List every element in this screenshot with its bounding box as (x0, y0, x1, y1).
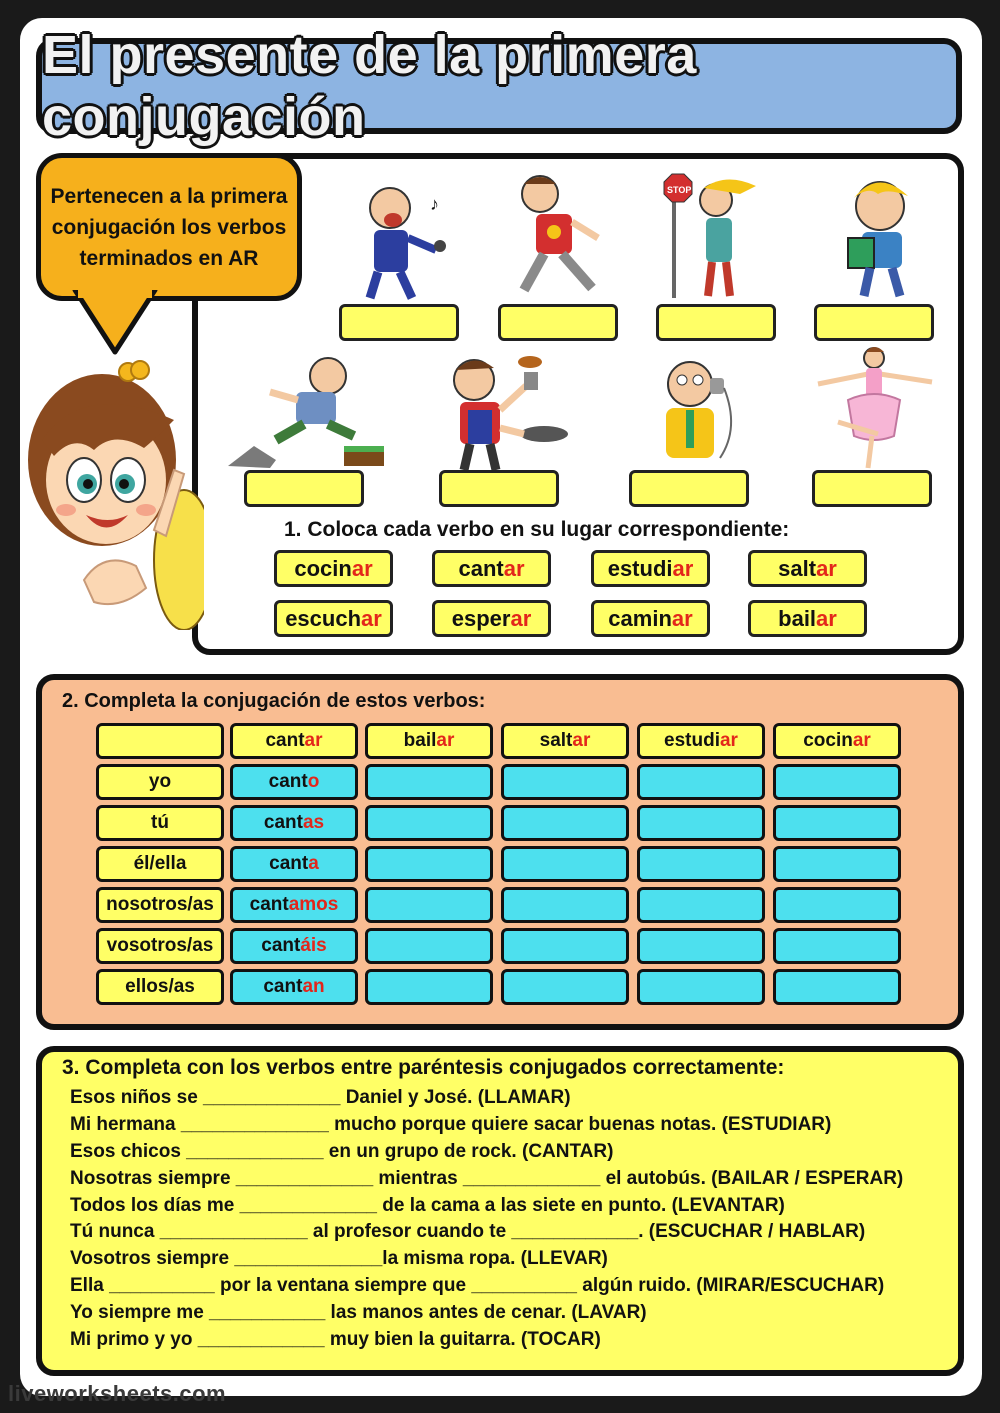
verb-chip-esperar[interactable]: esper ar (432, 600, 551, 637)
sentence-line[interactable]: Tú nunca ______________ al profesor cuando te ____________. (ESCUCHAR / HABLAR) (70, 1221, 866, 1242)
pronoun-cell: tú (96, 805, 224, 841)
bubble-text: Pertenecen a la primera conjugación los verbos terminados en AR (50, 184, 288, 270)
girl-mascot-icon (24, 330, 204, 630)
table-header-cantar: cant ar (230, 723, 358, 759)
sentence-line[interactable]: Mi primo y yo ____________ muy bien la guitarra. (TOCAR) (70, 1329, 601, 1350)
page-title: El presente de la primera conjugación (42, 25, 697, 147)
sentence-line[interactable]: Vosotros siempre ______________la misma ropa. (LLEVAR) (70, 1248, 608, 1269)
verb-chip-estudiar[interactable]: estudi ar (591, 550, 710, 587)
pronoun-cell: él/ella (96, 846, 224, 882)
pronoun-cell: nosotros/as (96, 887, 224, 923)
answer-cell[interactable] (773, 764, 901, 800)
sentence-line[interactable]: Esos niños se _____________ Daniel y José. (LLAMAR) (70, 1087, 571, 1108)
section-3-instruction: 3. Completa con los verbos entre paréntesis conjugados correctamente: (62, 1056, 785, 1079)
verb-chip-escuchar[interactable]: escuch ar (274, 600, 393, 637)
example-cell: cant a (230, 846, 358, 882)
answer-cell[interactable] (501, 887, 629, 923)
answer-cell[interactable] (501, 846, 629, 882)
walking-man-icon (496, 170, 616, 300)
answer-cell[interactable] (365, 887, 493, 923)
verb-chip-cocinar[interactable]: cocin ar (274, 550, 393, 587)
example-cell: cant áis (230, 928, 358, 964)
sentence-line[interactable]: Todos los días me _____________ de la cama a las siete en punto. (LEVANTAR) (70, 1195, 785, 1216)
answer-cell[interactable] (637, 805, 765, 841)
answer-cell[interactable] (637, 846, 765, 882)
example-cell: cant as (230, 805, 358, 841)
sentence-line[interactable]: Mi hermana ______________ mucho porque quiere sacar buenas notas. (ESTUDIAR) (70, 1114, 832, 1135)
listening-phone-man-icon (640, 348, 750, 472)
section-1-instruction: 1. Coloca cada verbo en su lugar correspondiente: (284, 518, 790, 541)
svg-text:♪: ♪ (430, 194, 439, 214)
example-cell: cant an (230, 969, 358, 1005)
verb-chip-cantar[interactable]: cant ar (432, 550, 551, 587)
table-header-saltar: salt ar (501, 723, 629, 759)
answer-cell[interactable] (365, 764, 493, 800)
answer-box-listening[interactable] (629, 470, 749, 507)
answer-box-dancing[interactable] (812, 470, 932, 507)
dancing-ballerina-icon (808, 344, 940, 472)
answer-box-studying[interactable] (814, 304, 934, 341)
answer-box-walking[interactable] (498, 304, 618, 341)
cooking-man-icon (434, 346, 574, 472)
answer-box-jumping[interactable] (244, 470, 364, 507)
answer-cell[interactable] (501, 969, 629, 1005)
answer-cell[interactable] (773, 846, 901, 882)
example-cell: cant o (230, 764, 358, 800)
answer-cell[interactable] (365, 969, 493, 1005)
watermark: liveworksheets.com (8, 1381, 227, 1406)
answer-cell[interactable] (773, 928, 901, 964)
answer-cell[interactable] (637, 928, 765, 964)
answer-cell[interactable] (637, 764, 765, 800)
answer-box-cooking[interactable] (439, 470, 559, 507)
singing-man-icon (338, 180, 458, 302)
answer-cell[interactable] (773, 887, 901, 923)
verb-chip-saltar[interactable]: salt ar (748, 550, 867, 587)
answer-cell[interactable] (501, 764, 629, 800)
answer-cell[interactable] (637, 969, 765, 1005)
pronoun-cell: vosotros/as (96, 928, 224, 964)
sentence-line[interactable]: Nosotras siempre _____________ mientras _____________ el autobús. (BAILAR / ESPERAR) (70, 1168, 904, 1189)
answer-box-waiting[interactable] (656, 304, 776, 341)
sentence-line[interactable]: Ella __________ por la ventana siempre que __________ algún ruido. (MIRAR/ESCUCHAR) (70, 1275, 885, 1296)
speech-bubble (36, 153, 302, 301)
answer-box-singing[interactable] (339, 304, 459, 341)
jumping-man-icon (224, 350, 394, 470)
sentence-line[interactable]: Esos chicos _____________ en un grupo de rock. (CANTAR) (70, 1141, 614, 1162)
answer-cell[interactable] (501, 928, 629, 964)
svg-text:STOP: STOP (667, 185, 692, 195)
example-cell: cant amos (230, 887, 358, 923)
verb-chip-caminar[interactable]: camin ar (591, 600, 710, 637)
sentence-line[interactable]: Yo siempre me ___________ las manos antes de cenar. (LAVAR) (70, 1302, 647, 1323)
table-corner-cell (96, 723, 224, 759)
table-header-bailar: bail ar (365, 723, 493, 759)
pronoun-cell: yo (96, 764, 224, 800)
answer-cell[interactable] (637, 887, 765, 923)
answer-cell[interactable] (365, 846, 493, 882)
title-banner (36, 25, 962, 147)
verb-chip-bailar[interactable]: bail ar (748, 600, 867, 637)
answer-cell[interactable] (501, 805, 629, 841)
studying-boy-icon (818, 172, 938, 300)
answer-cell[interactable] (773, 805, 901, 841)
answer-cell[interactable] (365, 805, 493, 841)
pronoun-cell: ellos/as (96, 969, 224, 1005)
answer-cell[interactable] (773, 969, 901, 1005)
answer-cell[interactable] (365, 928, 493, 964)
table-header-estudiar: estudi ar (637, 723, 765, 759)
section-2-instruction: 2. Completa la conjugación de estos verbos: (62, 690, 486, 712)
table-header-cocinar: cocin ar (773, 723, 901, 759)
waiting-man-stop-sign-icon (656, 172, 776, 300)
